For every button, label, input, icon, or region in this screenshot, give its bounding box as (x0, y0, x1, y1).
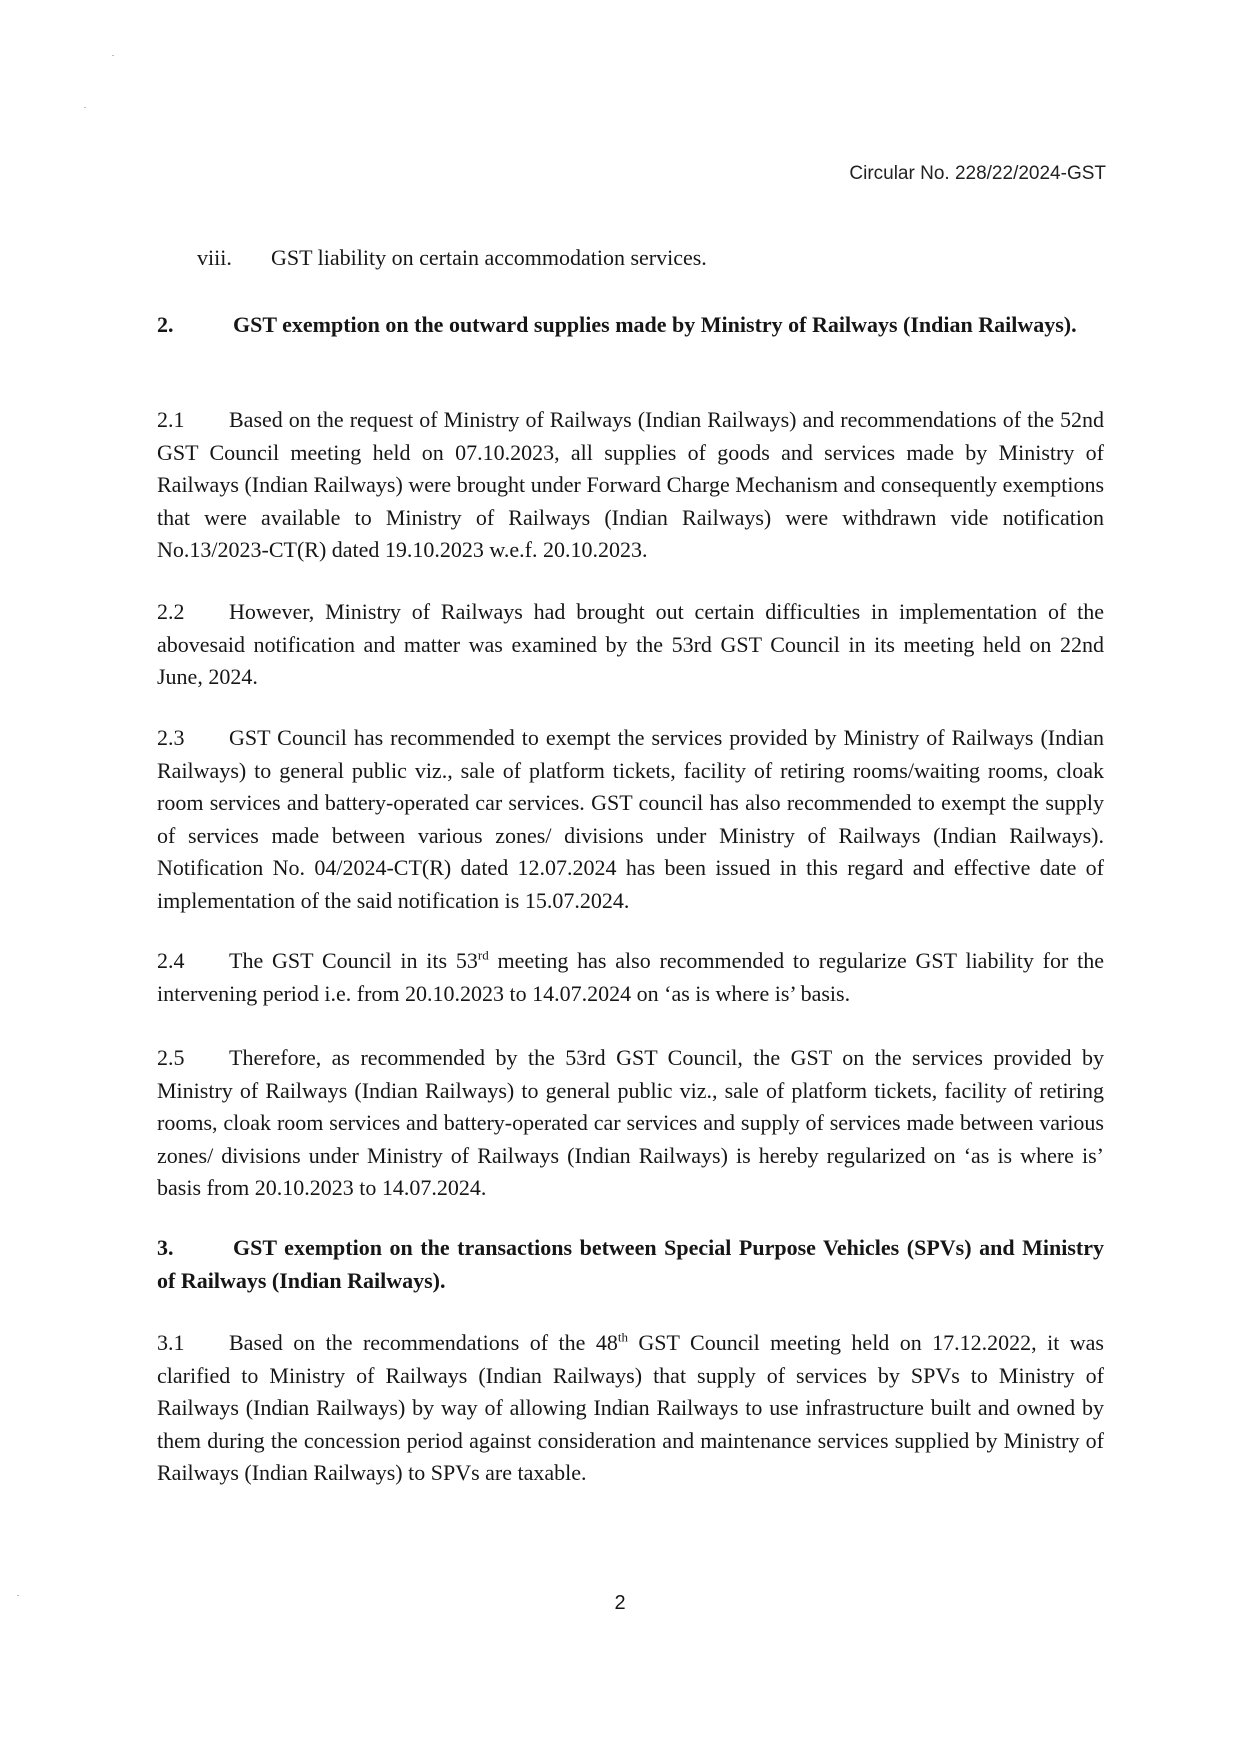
paragraph-text-cont: GST Council meeting held on 17.12.2022, it was clarified to Ministry of Railways (Indian Railways) that supply of services by SPVs to Ministry of Railways (Indian Railways) by way of allowing Indian Railways to use infrastructure built and owned by them during the concession period against consideration and maintenance services supplied by Ministry of Railways (Indian Railways) to SPVs are taxable. (157, 1330, 1104, 1485)
paragraph-text: However, Ministry of Railways had brought out certain difficulties in implementation of the abovesaid notification and matter was examined by the 53rd GST Council in its meeting held on 22nd June, 2024. (157, 599, 1104, 689)
section-number: 2. (157, 312, 174, 337)
section-2-heading (157, 309, 1104, 342)
paragraph-number: 3.1 (157, 1330, 185, 1355)
section-number: 3. (157, 1235, 174, 1260)
section-title: GST exemption on the outward supplies made by Ministry of Railways (Indian Railways). (233, 312, 1077, 337)
paragraph-2-5 (157, 1042, 1104, 1205)
section-3-heading (157, 1232, 1104, 1297)
paragraph-2-1 (157, 404, 1104, 567)
paragraph-text: Based on the request of Ministry of Railways (Indian Railways) and recommendations of the 52nd GST Council meeting held on 07.10.2023, all supplies of goods and services made by Ministry of Railways (Indian Railways) were brought under Forward Charge Mechanism and consequently exemptions that were available to Ministry of Railways (Indian Railways) were withdrawn vide notification No.13/2023-CT(R) dated 19.10.2023 w.e.f. 20.10.2023. (157, 407, 1104, 562)
paragraph-text: Based on the recommendations of the 48 (229, 1330, 618, 1355)
list-item-number: viii. (197, 245, 232, 270)
paragraph-number: 2.1 (157, 407, 185, 432)
section-title: GST exemption on the transactions between Special Purpose Vehicles (SPVs) and Ministry of Railways (Indian Railways). (157, 1235, 1104, 1293)
paragraph-text: GST Council has recommended to exempt the services provided by Ministry of Railways (Indian Railways) to general public viz., sale of platform tickets, facility of retiring rooms/waiting rooms, cloak room services and battery-operated car services. GST council has also recommended to exempt the supply of services made between various zones/ divisions under Ministry of Railways (Indian Railways). Notification No. 04/2024-CT(R) dated 12.07.2024 has been issued in this regard and effective date of implementation of the said notification is 15.07.2024. (157, 725, 1104, 913)
paragraph-text: Therefore, as recommended by the 53rd GST Council, the GST on the services provided by Ministry of Railways (Indian Railways) to general public viz., sale of platform tickets, facility of retiring rooms, cloak room services and battery-operated car services and supply of services made between various zones/ divisions under Ministry of Railways (Indian Railways) is hereby regularized on ‘as is where is’ basis from 20.10.2023 to 14.07.2024. (157, 1045, 1104, 1200)
scan-speck (112, 55, 114, 56)
paragraph-2-3 (157, 722, 1104, 917)
paragraph-number: 2.2 (157, 599, 185, 624)
paragraph-number: 2.3 (157, 725, 185, 750)
paragraph-3-1 (157, 1327, 1104, 1490)
paragraph-2-4 (157, 945, 1104, 1010)
ordinal-suffix: rd (477, 947, 489, 963)
list-item-text: GST liability on certain accommodation services. (271, 245, 707, 270)
paragraph-number: 2.5 (157, 1045, 185, 1070)
page-number: 2 (614, 1592, 626, 1614)
scan-speck (84, 107, 86, 108)
paragraph-text: The GST Council in its 53 (229, 948, 478, 973)
paragraph-2-2 (157, 596, 1104, 694)
circular-number: Circular No. 228/22/2024-GST (849, 163, 1106, 184)
paragraph-number: 2.4 (157, 948, 185, 973)
ordinal-suffix: th (617, 1329, 628, 1345)
paragraph-text-cont: meeting has also recommended to regularize GST liability for the intervening period i.e. from 20.10.2023 to 14.07.2024 on ‘as is where is’ basis. (157, 948, 1105, 1006)
list-item-viii (197, 245, 707, 271)
